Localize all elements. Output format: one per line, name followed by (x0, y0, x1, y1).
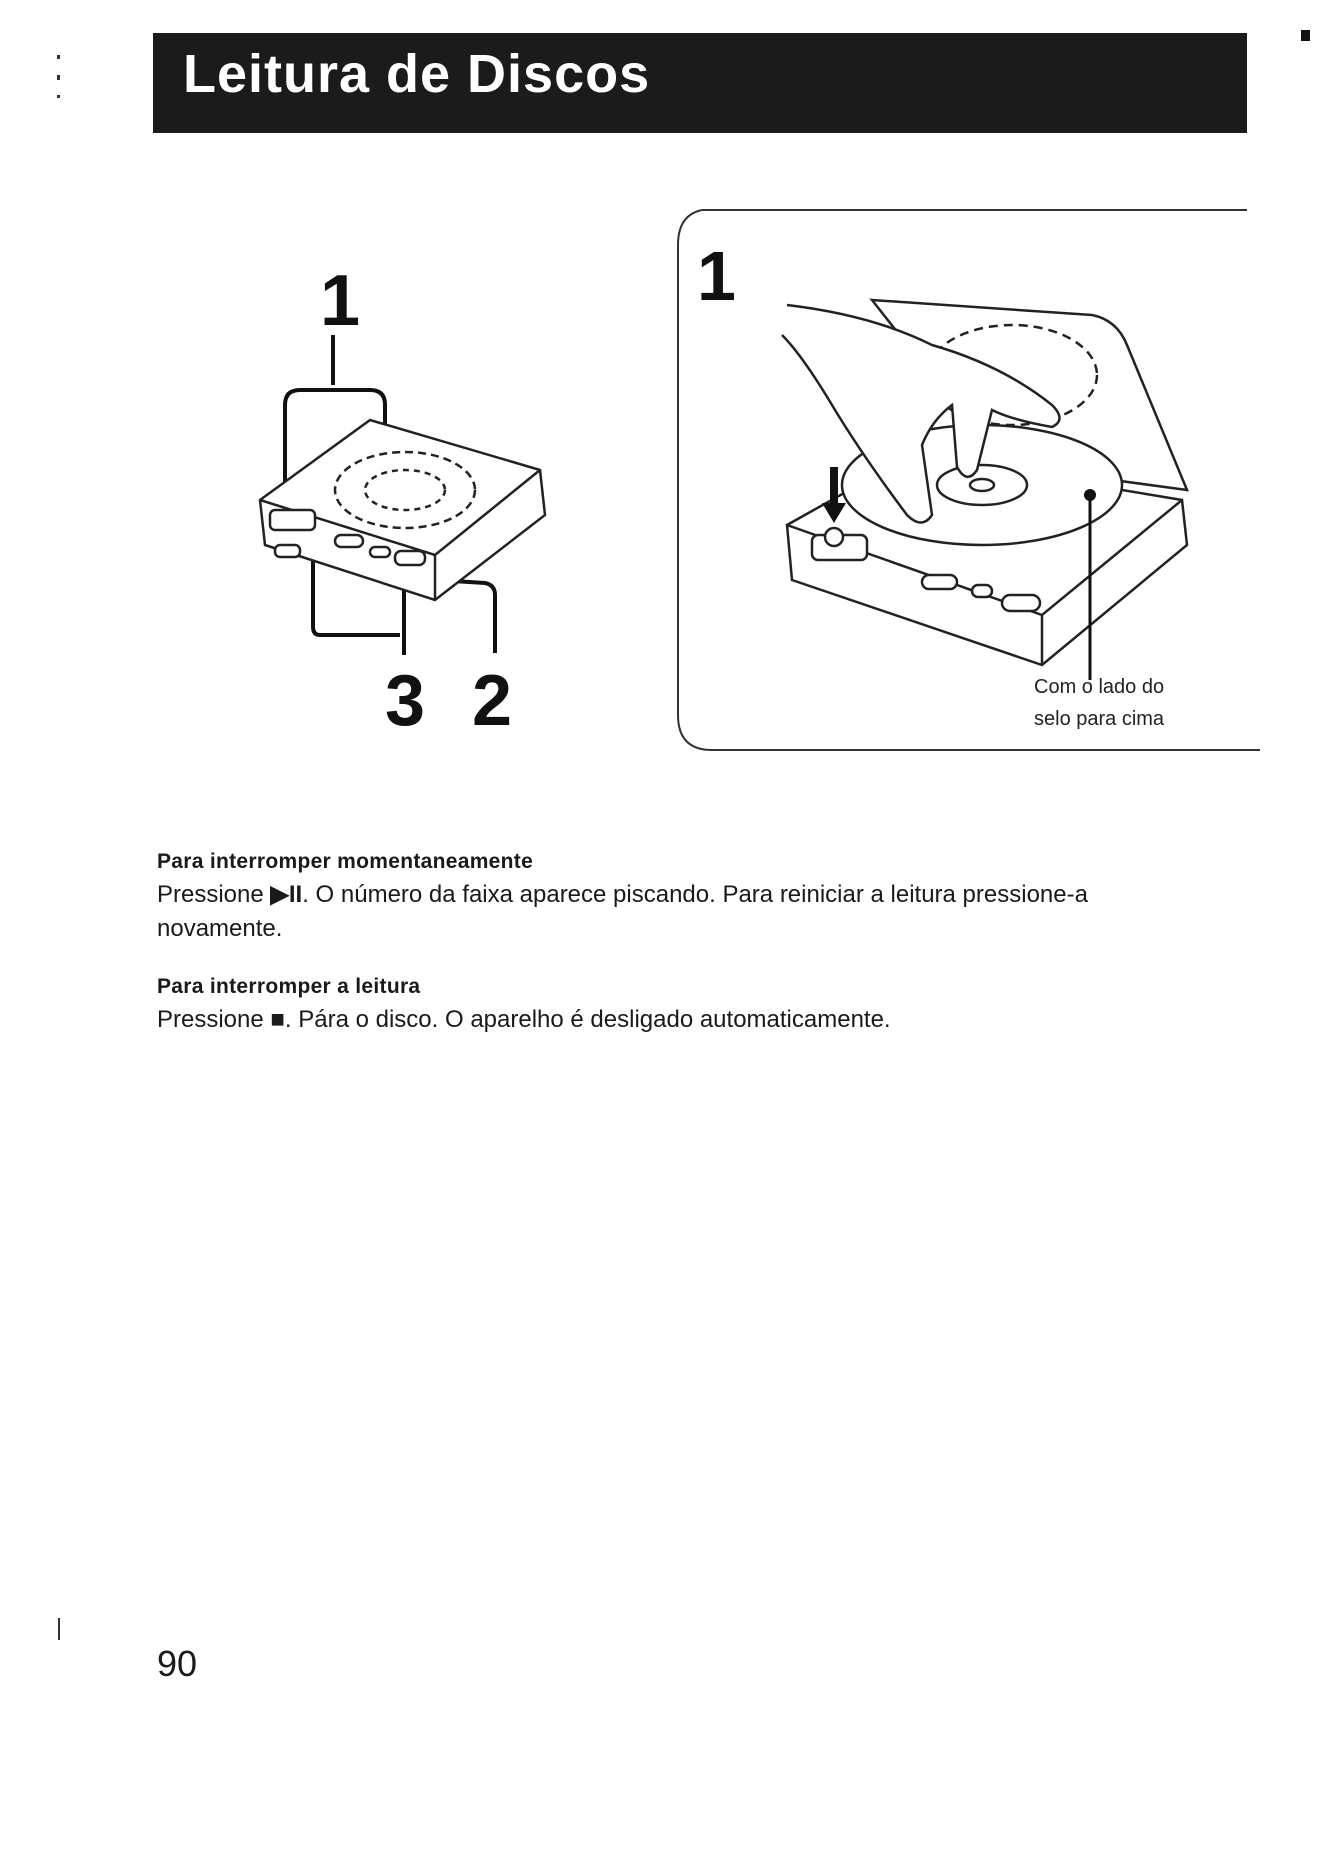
play-pause-icon: ▶II (270, 881, 303, 908)
page-title: Leitura de Discos (183, 44, 651, 104)
margin-mark (57, 75, 60, 80)
margin-mark (58, 1618, 60, 1640)
margin-mark (57, 55, 60, 59)
step-number: 1 (697, 237, 736, 315)
body-prefix: Pressione (157, 881, 264, 908)
section-heading: Para interromper momentaneamente (157, 850, 534, 873)
callout-1: 1 (320, 261, 361, 341)
section-body (157, 1003, 1237, 1037)
stop-icon: ■ (270, 1006, 285, 1033)
body-prefix: Pressione (157, 1006, 264, 1033)
callout-3: 3 (385, 661, 426, 741)
corner-marker (1301, 30, 1310, 41)
disc-insertion-illustration (672, 205, 1272, 755)
section-heading: Para interromper a leitura (157, 975, 421, 998)
title-bar (153, 33, 1247, 133)
cd-player-controls-illustration (240, 255, 580, 745)
caption-line-1: Com o lado do (1034, 676, 1165, 698)
body-text-continued: novamente. (157, 915, 283, 942)
callout-2: 2 (472, 661, 513, 741)
caption-line-2: selo para cima (1034, 708, 1165, 730)
body-text: . Pára o disco. O aparelho é desligado automaticamente. (284, 1006, 891, 1033)
body-text: . O número da faixa aparece piscando. Para reiniciar a leitura pressione-a (302, 881, 1088, 908)
margin-mark (57, 95, 60, 98)
section-body (157, 878, 1237, 946)
section-stop (157, 975, 1237, 1037)
section-pause (157, 850, 1237, 946)
page-number: 90 (157, 1643, 198, 1684)
